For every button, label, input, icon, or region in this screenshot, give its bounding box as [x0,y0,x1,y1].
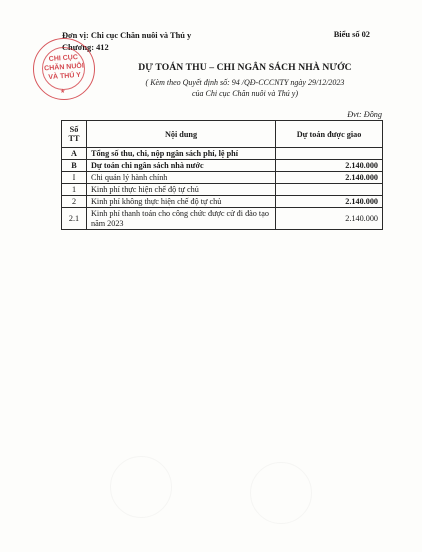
table-row [62,148,383,160]
row-value: 2.140.000 [276,196,383,208]
form-code: Biểu số 02 [333,30,370,39]
row-content: Kinh phí không thực hiện chế độ tự chủ [87,196,276,208]
row-no: A [62,148,87,160]
row-no: 2 [62,196,87,208]
faded-seal-mark [250,462,312,524]
header-content: Nội dung [87,121,276,148]
currency-unit: Đvt: Đồng [347,110,382,119]
row-content: Kinh phí thanh toán cho công chức được cử đi đào tạo năm 2023 [87,208,276,230]
row-content: Tổng số thu, chi, nộp ngân sách phí, lệ phí [87,148,276,160]
row-content: Kinh phí thực hiện chế độ tự chủ [87,184,276,196]
seal-line-3: VÀ THÚ Y [48,71,82,82]
row-value: 2.140.000 [276,160,383,172]
row-value: 2.140.000 [276,208,383,230]
row-no: 1 [62,184,87,196]
document-subtitle [100,78,390,99]
header-no-line-1: Số [69,124,79,134]
table-row [62,196,383,208]
seal-line-1: CHI CỤC [48,54,79,64]
row-no: 2.1 [62,208,87,230]
row-no: B [62,160,87,172]
budget-table [61,120,383,230]
row-value: 2.140.000 [276,172,383,184]
star-icon: ★ [60,89,66,95]
header-no [62,121,87,148]
seal-text [33,52,95,83]
subtitle-line-1: ( Kèm theo Quyết định số: 94 /QĐ-CCCNTY ngày 29/12/2023 [145,78,345,87]
table-row [62,160,383,172]
row-value [276,184,383,196]
official-seal [33,38,95,100]
faded-seal-mark [110,456,172,518]
row-no: I [62,172,87,184]
row-content: Dự toán chi ngân sách nhà nước [87,160,276,172]
table-row [62,184,383,196]
chapter-code: Chương: 412 [62,42,109,52]
row-value [276,148,383,160]
header-no-line-2: TT [68,134,80,143]
subtitle-line-2: của Chi cục Chăn nuôi và Thú y) [192,88,298,98]
table-row [62,208,383,230]
table-header-row [62,121,383,148]
table-row [62,172,383,184]
row-content: Chi quản lý hành chính [87,172,276,184]
org-name: Đơn vị: Chi cục Chăn nuôi và Thú y [62,31,192,40]
header-value: Dự toán được giao [276,121,383,148]
document-title: DỰ TOÁN THU – CHI NGÂN SÁCH NHÀ NƯỚC [138,62,352,73]
seal-line-2: CHĂN NUÔI [43,62,85,73]
